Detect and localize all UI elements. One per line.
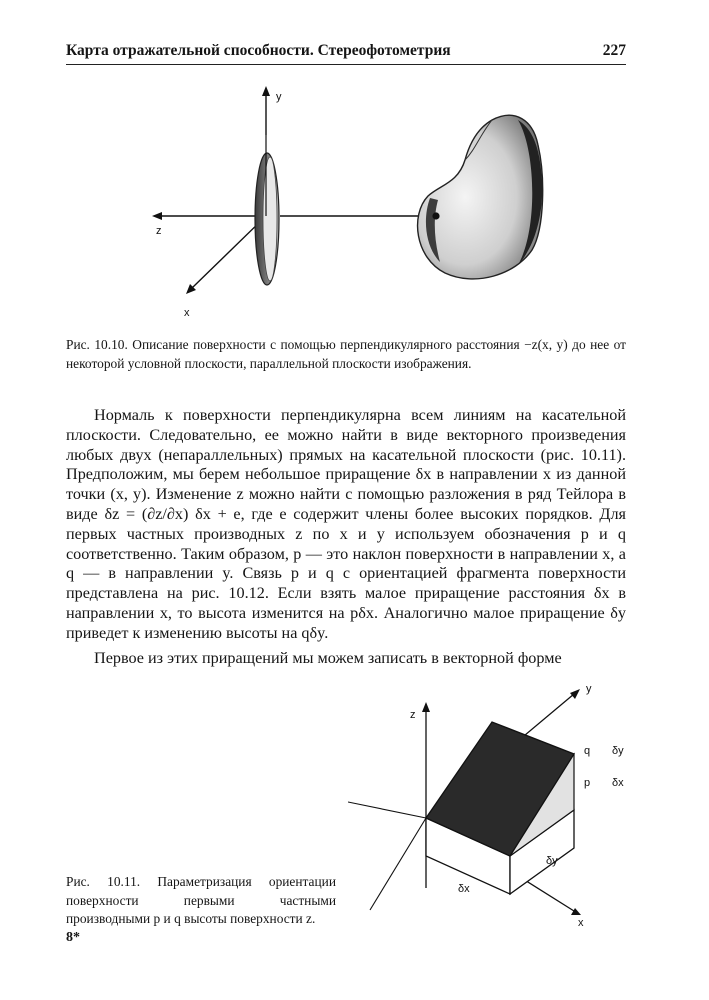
label-dy-front: δy (546, 855, 558, 867)
figure-10-11-caption: Рис. 10.11. Параметризация ориентации поверхности первыми частными производными p и q высоты поверхности z. (66, 874, 336, 927)
figure-10-11 (348, 678, 640, 934)
label-p: p (584, 777, 591, 789)
label-dx-right: δx (612, 777, 624, 789)
axis-label-x: x (578, 917, 584, 929)
label-dy-right: δy (612, 745, 624, 757)
axis-extension (348, 802, 426, 818)
running-head (66, 40, 626, 64)
surface-point (432, 212, 439, 219)
axis-label-z: z (156, 225, 162, 237)
image-plane-disc-face (263, 157, 277, 281)
body-paragraph-1: Нормаль к поверхности перпендикулярна всем линиям на касательной плоскости. Следовательно, ее можно найти в виде векторного произведения любых двух (непараллельных) прямых на касательной плоскости (рис. 10.11). Предположим, мы берем небольшое приращение δx в направлении x из данной точки (x, y). Изменение z можно найти с помощью разложения в ряд Тейлора в виде δz = (∂z/∂x) δx + e, где e содержит члены более высоких порядков. Для первых частных производных z по x и y используем обозначения p и q соответственно. Таким образом, p — это наклон поверхности в направлении x, а q — в направлении y. Связь p и q с ориентацией фрагмента поверхности представлена на рис. 10.12. Если взять малое приращение расстояния δx в направлении x, то высота изменится на pδx. Аналогично малое приращение δy приведет к изменению высоты на qδy. (66, 406, 626, 642)
header-rule (66, 64, 626, 65)
y-axis-arrow (262, 86, 270, 96)
figure-10-10-caption: Рис. 10.10. Описание поверхности с помощью перпендикулярного расстояния −z(x, y) до нее от некоторой условной плоскости, параллельной плоскости изображения. (66, 337, 626, 371)
label-q: q (584, 745, 591, 757)
z-axis-arrow (152, 212, 162, 220)
axis-label-x: x (184, 307, 190, 319)
axis-label-y: y (276, 91, 282, 103)
page-number: 227 (602, 42, 626, 59)
x-axis-arrow (571, 908, 581, 915)
axis-label-z: z (410, 709, 416, 721)
figure-10-10 (140, 80, 560, 330)
body-paragraph-2: Первое из этих приращений мы можем записать в векторной форме (94, 648, 562, 667)
label-dx-bottom: δx (458, 883, 470, 895)
z-axis-arrow (422, 702, 430, 712)
axis-extension-lower (370, 818, 426, 910)
body-text (66, 406, 626, 668)
signature-mark: 8* (66, 930, 80, 945)
axis-label-y: y (586, 683, 592, 695)
running-head-title: Карта отражательной способности. Стереофотометрия (66, 42, 451, 59)
y-axis-arrow (570, 689, 580, 699)
